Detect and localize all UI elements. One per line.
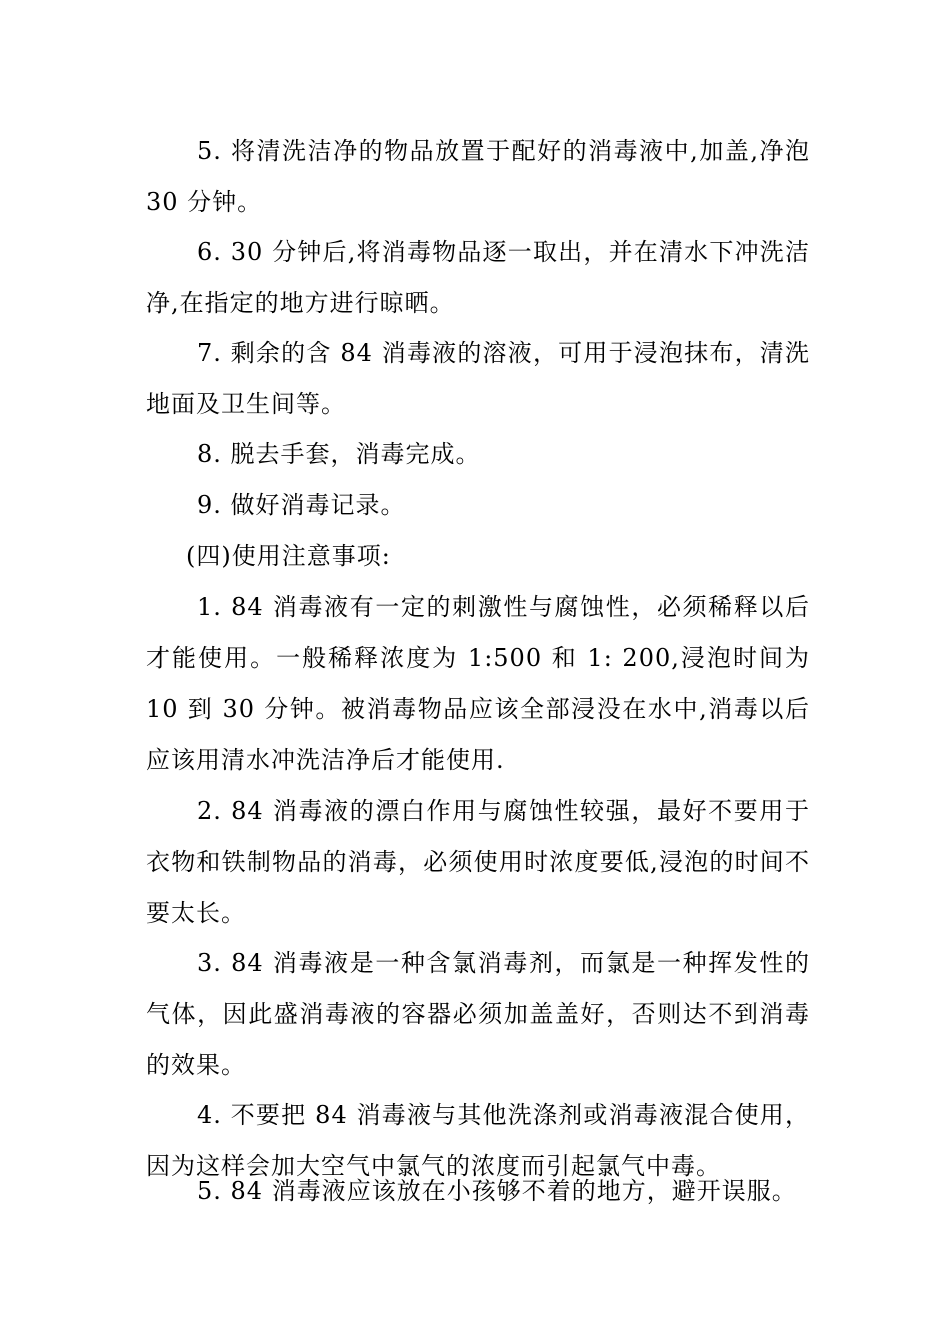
paragraph-step-6-rinse: 6. 30 分钟后,将消毒物品逐一取出，并在清水下冲洗洁净,在指定的地方进行晾晒。 bbox=[146, 238, 810, 317]
paragraph-precaution-2: 2. 84 消毒液的漂白作用与腐蚀性较强，最好不要用于衣物和铁制物品的消毒，必须使用时浓度要低,浸泡的时间不要太长。 bbox=[146, 797, 810, 927]
paragraph-precaution-5: 5. 84 消毒液应该放在小孩够不着的地方，避开误服。 bbox=[197, 1177, 797, 1205]
paragraph-precaution-1: 1. 84 消毒液有一定的刺激性与腐蚀性，必须稀释以后才能使用。一般稀释浓度为 1:500 和 1: 200,浸泡时间为 10 到 30 分钟。被消毒物品应该全部浸没在水中,消毒以后应该用清水冲洗洁净后才能使用. bbox=[146, 593, 810, 774]
paragraph-precaution-4: 4. 不要把 84 消毒液与其他洗涤剂或消毒液混合使用，因为这样会加大空气中氯气的浓度而引起氯气中毒。 bbox=[146, 1101, 810, 1180]
paragraph-step-8-gloves: 8. 脱去手套，消毒完成。 bbox=[197, 440, 481, 468]
paragraph-step-9-record: 9. 做好消毒记录。 bbox=[197, 491, 406, 519]
paragraph-precaution-3: 3. 84 消毒液是一种含氯消毒剂，而氯是一种挥发性的气体，因此盛消毒液的容器必须加盖盖好，否则达不到消毒的效果。 bbox=[146, 949, 810, 1079]
section-heading-precautions: (四)使用注意事项: bbox=[186, 542, 391, 570]
paragraph-step-7-leftover: 7. 剩余的含 84 消毒液的溶液，可用于浸泡抹布，清洗地面及卫生间等。 bbox=[146, 339, 810, 418]
paragraph-step-5-soak: 5. 将清洗洁净的物品放置于配好的消毒液中,加盖,净泡 30 分钟。 bbox=[146, 137, 810, 216]
